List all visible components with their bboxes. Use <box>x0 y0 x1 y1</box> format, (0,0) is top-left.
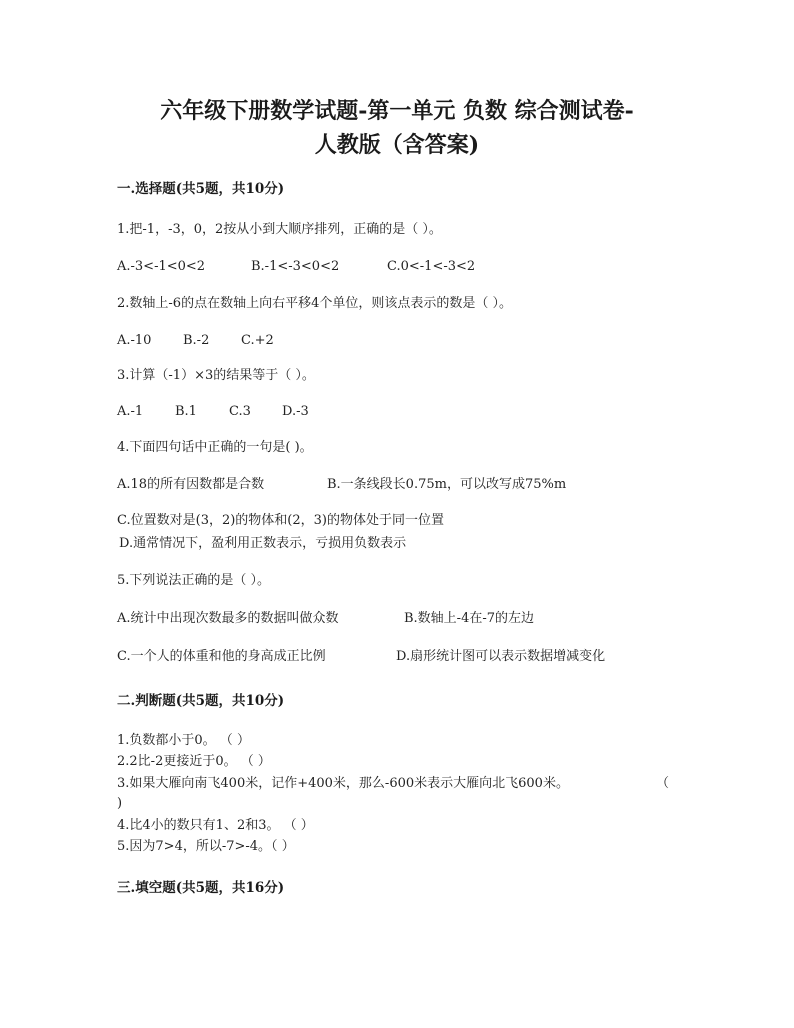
option-d: D.-3 <box>282 404 309 419</box>
page-title-line2: 人教版（含答案) <box>314 132 480 158</box>
option-b: B.一条线段长0.75m，可以改写成75%m <box>327 477 567 492</box>
question-5-options-cd <box>117 648 605 666</box>
section-heading-fill-blank: 三.填空题(共5题，共16分) <box>117 880 285 896</box>
judgement-item-5: 5.因为7>4，所以-7>-4。（ ） <box>117 839 295 854</box>
option-c: C.0<-1<-3<2 <box>387 259 476 274</box>
judgement-item-4: 4.比4小的数只有1、2和3。 （ ） <box>117 818 314 833</box>
question-2-options <box>117 332 274 350</box>
option-a: A.-3<-1<0<2 <box>117 259 206 274</box>
judgement-item-3-paren-open: （ <box>655 776 669 791</box>
section-heading-judgement: 二.判断题(共5题，共10分) <box>117 693 285 709</box>
option-c: C.+2 <box>241 333 274 348</box>
section-heading-choice: 一.选择题(共5题，共10分) <box>117 181 285 197</box>
option-a: A.18的所有因数都是合数 <box>117 477 265 492</box>
option-c: C.3 <box>229 404 251 419</box>
page-title-line1: 六年级下册数学试题-第一单元 负数 综合测试卷- <box>160 98 634 124</box>
option-d: D.扇形统计图可以表示数据增减变化 <box>396 649 606 664</box>
judgement-item-1: 1.负数都小于0。 （ ） <box>117 733 250 748</box>
question-4-option-c: C.位置数对是(3，2)的物体和(2，3)的物体处于同一位置 <box>117 513 444 528</box>
question-3-stem: 3.计算（-1）×3的结果等于（ ）。 <box>117 368 315 383</box>
question-5-options-ab <box>117 610 534 628</box>
option-b: B.1 <box>175 404 197 419</box>
option-b: B.-1<-3<0<2 <box>251 259 340 274</box>
question-1-options <box>117 258 475 276</box>
question-4-option-d: D.通常情况下，盈利用正数表示，亏损用负数表示 <box>119 536 407 551</box>
question-2-stem: 2.数轴上-6的点在数轴上向右平移4个单位，则该点表示的数是（ ）。 <box>117 296 512 311</box>
judgement-item-3-text: 3.如果大雁向南飞400米，记作+400米，那么-600米表示大雁向北飞600米。 <box>117 776 569 791</box>
question-3-options <box>117 403 309 421</box>
option-c: C.一个人的体重和他的身高成正比例 <box>117 649 326 664</box>
question-4-stem: 4.下面四句话中正确的一句是( )。 <box>117 440 313 455</box>
option-a: A.-10 <box>117 333 152 348</box>
question-4-options-ab <box>117 476 566 494</box>
judgement-item-3 <box>117 775 669 793</box>
question-5-stem: 5.下列说法正确的是（ ）。 <box>117 573 271 588</box>
option-b: B.-2 <box>183 333 210 348</box>
judgement-item-2: 2.2比-2更接近于0。 （ ） <box>117 754 271 769</box>
option-b: B.数轴上-4在-7的左边 <box>404 611 535 626</box>
question-1-stem: 1.把-1，-3，0，2按从小到大顺序排列，正确的是（ ）。 <box>117 222 442 237</box>
option-a: A.统计中出现次数最多的数据叫做众数 <box>117 611 339 626</box>
option-a: A.-1 <box>117 404 144 419</box>
judgement-item-3-paren-close: ) <box>117 796 123 811</box>
